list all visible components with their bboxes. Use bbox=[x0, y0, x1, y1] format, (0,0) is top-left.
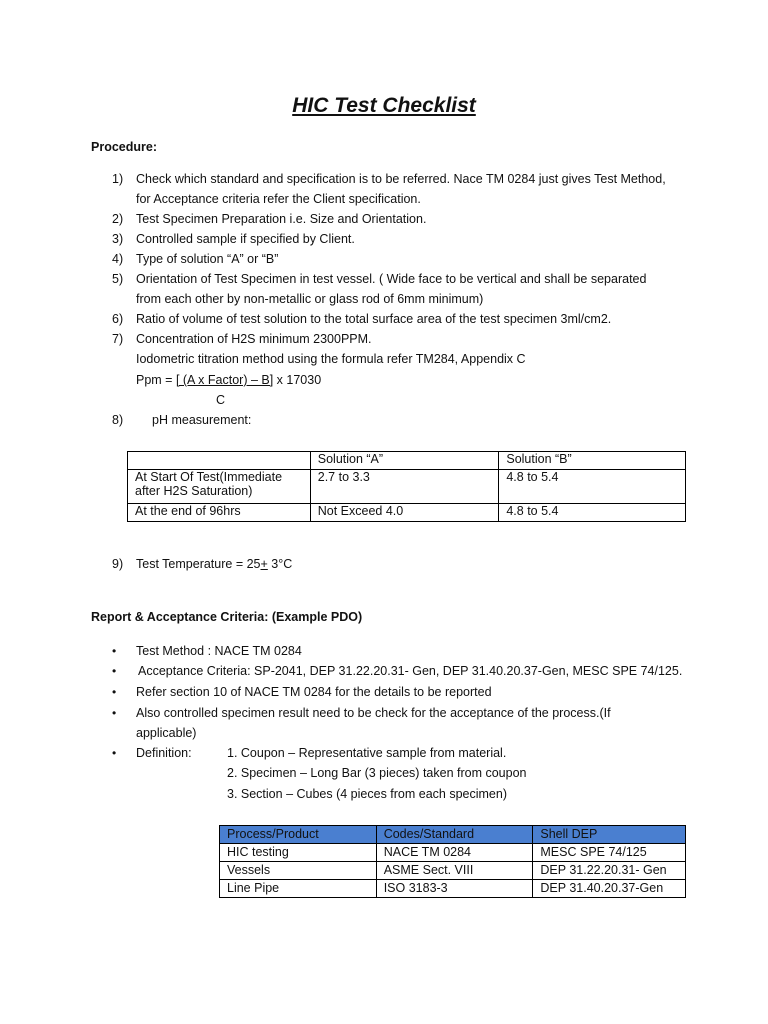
step-number: 9) bbox=[112, 557, 124, 571]
table-row bbox=[220, 844, 686, 862]
step-text: Iodometric titration method using the formula refer TM284, Appendix C bbox=[136, 352, 526, 366]
table-cell: Line Pipe bbox=[220, 880, 377, 898]
step-text: Orientation of Test Specimen in test vessel. ( Wide face to be vertical and shall be separated bbox=[136, 272, 647, 286]
step-text bbox=[136, 557, 292, 571]
table-cell bbox=[128, 452, 311, 470]
formula-denominator: C bbox=[216, 393, 226, 407]
table-header-cell: Shell DEP bbox=[533, 826, 686, 844]
definition-item: 3. Section – Cubes (4 pieces from each specimen) bbox=[227, 787, 507, 801]
table-header-cell: Solution “B” bbox=[499, 452, 686, 470]
step-text: Test Specimen Preparation i.e. Size and Orientation. bbox=[136, 212, 427, 226]
table-row bbox=[220, 880, 686, 898]
procedure-heading: Procedure: bbox=[91, 140, 157, 154]
step-number: 2) bbox=[112, 212, 124, 226]
step-text: from each other by non-metallic or glass rod of 6mm minimum) bbox=[136, 292, 484, 306]
formula-numerator: [ (A x Factor) – B] bbox=[175, 373, 274, 387]
table-cell: MESC SPE 74/125 bbox=[533, 844, 686, 862]
page-title: HIC Test Checklist bbox=[292, 94, 476, 117]
table-cell: Not Exceed 4.0 bbox=[310, 504, 499, 522]
formula-suffix: x 17030 bbox=[273, 373, 322, 387]
step-number: 5) bbox=[112, 272, 124, 286]
table-header-cell: Process/Product bbox=[220, 826, 377, 844]
definition-item: 2. Specimen – Long Bar (3 pieces) taken from coupon bbox=[227, 766, 527, 780]
table-cell: 2.7 to 3.3 bbox=[310, 470, 499, 504]
formula bbox=[136, 373, 321, 387]
step-text: Check which standard and specification is to be referred. Nace TM 0284 just gives Test Method, bbox=[136, 172, 666, 186]
bullet-text: applicable) bbox=[136, 726, 197, 740]
table-cell: At the end of 96hrs bbox=[128, 504, 311, 522]
step-number: 7) bbox=[112, 332, 124, 346]
table-cell: Vessels bbox=[220, 862, 377, 880]
temp-prefix: Test Temperature = 25 bbox=[136, 557, 261, 571]
formula-prefix: Ppm = bbox=[136, 373, 176, 387]
definition-label: Definition: bbox=[136, 746, 192, 760]
bullet-text: Also controlled specimen result need to be check for the acceptance of the process.(If bbox=[136, 706, 611, 720]
table-cell: HIC testing bbox=[220, 844, 377, 862]
table-header-cell: Solution “A” bbox=[310, 452, 499, 470]
step-text: Controlled sample if specified by Client. bbox=[136, 232, 355, 246]
table-cell: ASME Sect. VIII bbox=[376, 862, 533, 880]
table-cell: At Start Of Test(Immediate after H2S Saturation) bbox=[128, 470, 311, 504]
bullet-text: Acceptance Criteria: SP-2041, DEP 31.22.20.31- Gen, DEP 31.40.20.37-Gen, MESC SPE 74/125. bbox=[138, 664, 683, 678]
plus-minus: + bbox=[260, 557, 268, 571]
step-text: Concentration of H2S minimum 2300PPM. bbox=[136, 332, 372, 346]
table-row bbox=[220, 862, 686, 880]
step-text: for Acceptance criteria refer the Client specification. bbox=[136, 192, 421, 206]
table-cell: NACE TM 0284 bbox=[376, 844, 533, 862]
step-number: 4) bbox=[112, 252, 124, 266]
table-cell: DEP 31.22.20.31- Gen bbox=[533, 862, 686, 880]
step-number: 6) bbox=[112, 312, 124, 326]
bullet-text: Refer section 10 of NACE TM 0284 for the details to be reported bbox=[136, 685, 492, 699]
bullet-icon: • bbox=[112, 746, 117, 760]
step-text: Ratio of volume of test solution to the total surface area of the test specimen 3ml/cm2. bbox=[136, 312, 612, 326]
ph-table bbox=[127, 451, 686, 522]
bullet-icon: • bbox=[112, 706, 117, 720]
temp-suffix: 3°C bbox=[267, 557, 293, 571]
report-heading: Report & Acceptance Criteria: (Example PDO) bbox=[91, 610, 363, 624]
bullet-icon: • bbox=[112, 644, 117, 658]
table-cell: ISO 3183-3 bbox=[376, 880, 533, 898]
table-cell: DEP 31.40.20.37-Gen bbox=[533, 880, 686, 898]
step-text: Type of solution “A” or “B” bbox=[136, 252, 279, 266]
step-text: pH measurement: bbox=[152, 413, 252, 427]
bullet-text: Test Method : NACE TM 0284 bbox=[136, 644, 302, 658]
table-cell: 4.8 to 5.4 bbox=[499, 470, 686, 504]
table-header-cell: Codes/Standard bbox=[376, 826, 533, 844]
bullet-icon: • bbox=[112, 685, 117, 699]
step-number: 8) bbox=[112, 413, 124, 427]
bullet-icon: • bbox=[112, 664, 117, 678]
definition-item: 1. Coupon – Representative sample from material. bbox=[227, 746, 507, 760]
step-number: 1) bbox=[112, 172, 124, 186]
reference-table bbox=[219, 825, 686, 898]
table-cell: 4.8 to 5.4 bbox=[499, 504, 686, 522]
step-number: 3) bbox=[112, 232, 124, 246]
